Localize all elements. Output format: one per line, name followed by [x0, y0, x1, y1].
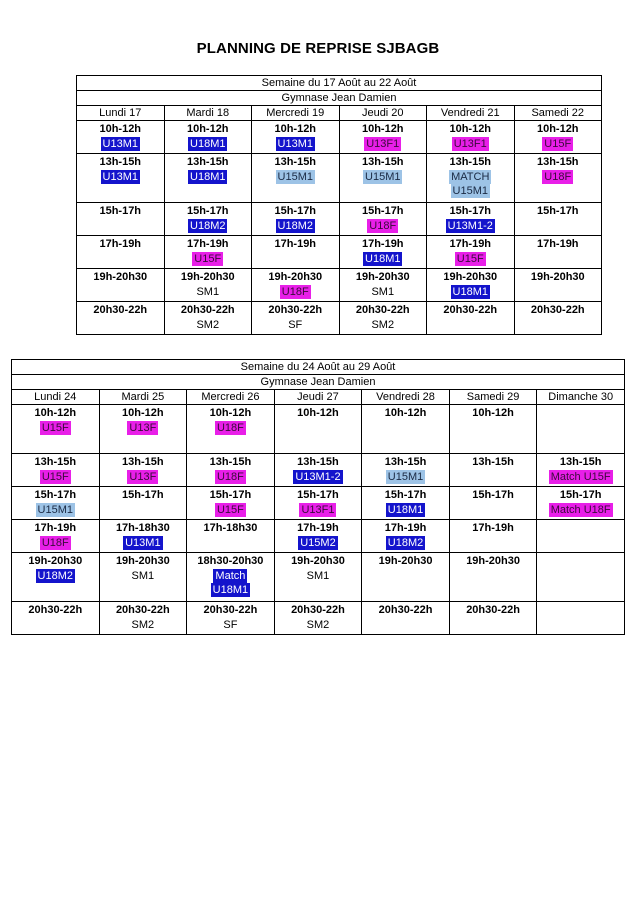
slot-time: 19h-20h30 — [530, 271, 585, 283]
slot-cell — [427, 154, 515, 203]
team-label: SM1 — [196, 286, 220, 298]
slot-time: 17h-19h — [361, 238, 404, 250]
slot-time: 13h-15h — [99, 156, 142, 168]
slot-cell — [12, 602, 100, 635]
team-label: U13M1-2 — [447, 220, 493, 232]
slot-cell — [99, 520, 187, 553]
team-label: SF — [223, 619, 238, 631]
team-label: U15F — [194, 253, 222, 265]
slot-cell — [427, 121, 515, 154]
slot-time: 13h-15h — [209, 456, 252, 468]
day-header: Dimanche 30 — [537, 390, 625, 405]
slot-cell — [514, 203, 602, 236]
slot-time: 17h-19h — [297, 522, 339, 534]
slot-time: 13h-15h — [559, 456, 602, 468]
slot-time: 18h30-20h30 — [197, 555, 264, 567]
slot-time: 19h-20h30 — [115, 555, 170, 567]
slot-cell — [537, 454, 625, 487]
team-label: U15M1 — [277, 171, 313, 183]
slot-cell — [339, 121, 427, 154]
slot-cell — [187, 520, 275, 553]
slot-cell — [427, 203, 515, 236]
slot-cell — [449, 602, 537, 635]
slot-cell — [427, 302, 515, 335]
slot-cell — [187, 454, 275, 487]
slot-time: 20h30-22h — [530, 304, 585, 316]
team-label: Match U15F — [550, 471, 611, 483]
slot-time: 19h-20h30 — [291, 555, 345, 567]
slot-time: 19h-20h30 — [355, 271, 410, 283]
slot-cell — [514, 236, 602, 269]
slot-cell — [449, 454, 537, 487]
team-label: U18M1 — [212, 584, 249, 596]
slot-cell — [77, 203, 165, 236]
slot-time: 17h-19h — [449, 238, 492, 250]
team-label: U13F1 — [366, 138, 400, 150]
team-label: U18F — [216, 422, 244, 434]
team-label: U18F — [216, 471, 244, 483]
slot-cell — [164, 302, 252, 335]
slot-cell — [274, 520, 362, 553]
slot-time: 20h30-22h — [268, 304, 323, 316]
team-label: U15F — [216, 504, 244, 516]
slot-cell — [362, 553, 450, 602]
slot-cell — [77, 236, 165, 269]
slot-cell — [514, 269, 602, 302]
slot-time: 20h30-22h — [115, 604, 170, 616]
slot-time: 19h-20h30 — [378, 555, 433, 567]
slot-time: 15h-17h — [536, 205, 579, 217]
slot-cell — [514, 121, 602, 154]
slot-cell — [12, 487, 100, 520]
slot-time: 19h-20h30 — [443, 271, 498, 283]
team-label: U18F — [281, 286, 309, 298]
slot-time: 10h-12h — [472, 407, 514, 419]
slot-time: 10h-12h — [99, 123, 142, 135]
slot-cell — [99, 454, 187, 487]
week-heading: Semaine du 17 Août au 22 Août — [77, 76, 602, 91]
team-label: SM2 — [371, 319, 395, 331]
team-label: U15F — [544, 138, 572, 150]
team-label: U15F — [41, 422, 69, 434]
slot-time: 13h-15h — [384, 456, 427, 468]
slot-time: 17h-18h30 — [203, 522, 258, 534]
slot-cell — [252, 154, 340, 203]
slot-cell — [252, 203, 340, 236]
slot-cell — [537, 520, 625, 553]
team-label: SM1 — [131, 570, 155, 582]
slot-time: 15h-17h — [274, 205, 317, 217]
slot-time: 20h30-22h — [443, 304, 498, 316]
slot-cell — [362, 487, 450, 520]
slot-cell — [537, 602, 625, 635]
day-header: Vendredi 28 — [362, 390, 450, 405]
slot-cell — [187, 405, 275, 454]
slot-time: 19h-20h30 — [268, 271, 323, 283]
slot-time: 17h-19h — [472, 522, 514, 534]
slot-time: 20h30-22h — [378, 604, 433, 616]
day-header: Mercredi 26 — [187, 390, 275, 405]
team-label: U13F1 — [301, 504, 335, 516]
day-header: Samedi 22 — [514, 106, 602, 121]
slot-cell — [449, 405, 537, 454]
team-label: SF — [288, 319, 303, 331]
slot-cell — [164, 154, 252, 203]
slot-cell — [449, 487, 537, 520]
week-heading: Semaine du 24 Août au 29 Août — [12, 360, 625, 375]
slot-time: 13h-15h — [472, 456, 514, 468]
slot-time: 10h-12h — [209, 407, 252, 419]
team-label: SM2 — [306, 619, 330, 631]
slot-cell — [339, 302, 427, 335]
slot-time: 20h30-22h — [355, 304, 410, 316]
slot-cell — [99, 602, 187, 635]
slot-cell — [187, 487, 275, 520]
slot-cell — [274, 454, 362, 487]
day-header: Jeudi 20 — [339, 106, 427, 121]
slot-time: 10h-12h — [536, 123, 579, 135]
slot-cell — [12, 520, 100, 553]
slot-cell — [187, 553, 275, 602]
time-slot-row — [77, 121, 602, 154]
slot-time: 10h-12h — [34, 407, 77, 419]
slot-time: 20h30-22h — [93, 304, 148, 316]
slot-time: 15h-17h — [472, 489, 514, 501]
slot-cell — [12, 454, 100, 487]
time-slot-row — [12, 553, 625, 602]
slot-cell — [537, 405, 625, 454]
slot-time: 15h-17h — [361, 205, 404, 217]
team-label: U13M1 — [102, 138, 138, 150]
team-label: MATCH — [451, 171, 490, 183]
team-label: Match U18F — [550, 504, 611, 516]
slot-time: 10h-12h — [361, 123, 404, 135]
slot-time: 19h-20h30 — [93, 271, 148, 283]
team-label: U13M1-2 — [295, 471, 341, 483]
slot-cell — [362, 405, 450, 454]
slot-cell — [514, 302, 602, 335]
slot-time: 15h-17h — [186, 205, 229, 217]
slot-time: 10h-12h — [122, 407, 164, 419]
slot-time: 10h-12h — [384, 407, 427, 419]
slot-time: 10h-12h — [274, 123, 317, 135]
team-label: U15M1 — [37, 504, 74, 516]
slot-time: 15h-17h — [122, 489, 164, 501]
team-label: U13M1 — [125, 537, 161, 549]
slot-time: 17h-19h — [384, 522, 427, 534]
slot-time: 19h-20h30 — [180, 271, 235, 283]
team-label: U18M2 — [277, 220, 313, 232]
team-label: U18M1 — [452, 286, 488, 298]
day-header: Lundi 24 — [12, 390, 100, 405]
slot-time: 13h-15h — [361, 156, 404, 168]
slot-cell — [427, 236, 515, 269]
time-slot-row — [77, 302, 602, 335]
slot-time: 15h-17h — [99, 205, 142, 217]
slot-time: 15h-17h — [34, 489, 77, 501]
slot-cell — [537, 553, 625, 602]
team-label: U15M1 — [452, 185, 488, 197]
slot-cell — [274, 405, 362, 454]
time-slot-row — [12, 405, 625, 454]
slot-cell — [99, 487, 187, 520]
slot-time: 13h-15h — [449, 156, 492, 168]
team-label: U15M2 — [300, 537, 336, 549]
slot-cell — [12, 405, 100, 454]
slot-time: 15h-17h — [559, 489, 602, 501]
slot-cell — [362, 520, 450, 553]
team-label: U18M2 — [387, 537, 424, 549]
slot-time: 10h-12h — [297, 407, 339, 419]
time-slot-row — [12, 454, 625, 487]
team-label: U15M1 — [365, 171, 401, 183]
gym-name: Gymnase Jean Damien — [12, 375, 625, 390]
slot-time: 15h-17h — [209, 489, 252, 501]
slot-time: 10h-12h — [449, 123, 492, 135]
team-label: U18F — [544, 171, 572, 183]
slot-cell — [99, 553, 187, 602]
slot-cell — [274, 487, 362, 520]
slot-cell — [339, 203, 427, 236]
day-header: Vendredi 21 — [427, 106, 515, 121]
time-slot-row — [12, 602, 625, 635]
slot-cell — [252, 302, 340, 335]
slot-cell — [274, 553, 362, 602]
slot-cell — [449, 520, 537, 553]
team-label: U18M1 — [190, 171, 226, 183]
team-label: U15F — [41, 471, 69, 483]
team-label: U15F — [456, 253, 484, 265]
slot-cell — [77, 302, 165, 335]
slot-time: 20h30-22h — [203, 604, 258, 616]
slot-cell — [274, 602, 362, 635]
day-header: Mardi 18 — [164, 106, 252, 121]
time-slot-row — [12, 520, 625, 553]
slot-cell — [77, 121, 165, 154]
team-label: U18F — [41, 537, 69, 549]
slot-cell — [449, 553, 537, 602]
slot-cell — [427, 269, 515, 302]
slot-time: 17h-19h — [186, 238, 229, 250]
slot-cell — [164, 203, 252, 236]
team-label: SM2 — [196, 319, 220, 331]
team-label: Match — [215, 570, 246, 582]
team-label: U18M1 — [365, 253, 401, 265]
day-header: Jeudi 27 — [274, 390, 362, 405]
slot-cell — [77, 154, 165, 203]
team-label: U18M2 — [190, 220, 226, 232]
slot-time: 19h-20h30 — [466, 555, 520, 567]
time-slot-row — [77, 269, 602, 302]
slot-time: 20h30-22h — [180, 304, 235, 316]
slot-cell — [12, 553, 100, 602]
week-1-schedule-table — [76, 75, 602, 335]
slot-cell — [99, 405, 187, 454]
time-slot-row — [77, 154, 602, 203]
team-label: U18M1 — [190, 138, 226, 150]
slot-time: 17h-19h — [99, 238, 142, 250]
team-label: U13F — [129, 422, 157, 434]
time-slot-row — [77, 203, 602, 236]
time-slot-row — [12, 487, 625, 520]
team-label: U15M1 — [387, 471, 424, 483]
slot-time: 17h-18h30 — [115, 522, 170, 534]
team-label: SM2 — [131, 619, 155, 631]
slot-cell — [339, 269, 427, 302]
slot-time: 20h30-22h — [291, 604, 345, 616]
slot-time: 13h-15h — [186, 156, 229, 168]
week-2-schedule-table — [11, 359, 625, 635]
slot-cell — [164, 236, 252, 269]
slot-cell — [362, 602, 450, 635]
team-label: U13M1 — [102, 171, 138, 183]
slot-cell — [164, 269, 252, 302]
team-label: U18M2 — [37, 570, 74, 582]
slot-cell — [339, 236, 427, 269]
slot-time: 15h-17h — [384, 489, 427, 501]
slot-time: 13h-15h — [34, 456, 77, 468]
team-label: U13F — [129, 471, 157, 483]
slot-cell — [252, 236, 340, 269]
slot-cell — [164, 121, 252, 154]
team-label: U18F — [369, 220, 397, 232]
team-label: U13M1 — [277, 138, 313, 150]
slot-time: 19h-20h30 — [28, 555, 83, 567]
day-header: Samedi 29 — [449, 390, 537, 405]
slot-time: 15h-17h — [449, 205, 492, 217]
day-header: Lundi 17 — [77, 106, 165, 121]
slot-cell — [252, 121, 340, 154]
slot-time: 17h-19h — [536, 238, 579, 250]
day-header: Mercredi 19 — [252, 106, 340, 121]
slot-time: 10h-12h — [186, 123, 229, 135]
slot-time: 20h30-22h — [28, 604, 83, 616]
slot-time: 15h-17h — [297, 489, 339, 501]
day-header: Mardi 25 — [99, 390, 187, 405]
slot-time: 13h-15h — [274, 156, 317, 168]
slot-cell — [77, 269, 165, 302]
page-title: PLANNING DE REPRISE SJBAGB — [196, 40, 440, 57]
slot-cell — [252, 269, 340, 302]
slot-time: 20h30-22h — [466, 604, 520, 616]
slot-cell — [537, 487, 625, 520]
team-label: SM1 — [371, 286, 395, 298]
slot-cell — [187, 602, 275, 635]
slot-cell — [339, 154, 427, 203]
slot-time: 17h-19h — [34, 522, 77, 534]
team-label: SM1 — [306, 570, 330, 582]
time-slot-row — [77, 236, 602, 269]
slot-time: 13h-15h — [122, 456, 164, 468]
slot-cell — [362, 454, 450, 487]
slot-time: 13h-15h — [297, 456, 339, 468]
team-label: U18M1 — [387, 504, 424, 516]
gym-name: Gymnase Jean Damien — [77, 91, 602, 106]
slot-time: 17h-19h — [274, 238, 317, 250]
slot-time: 13h-15h — [536, 156, 579, 168]
team-label: U13F1 — [453, 138, 487, 150]
slot-cell — [514, 154, 602, 203]
